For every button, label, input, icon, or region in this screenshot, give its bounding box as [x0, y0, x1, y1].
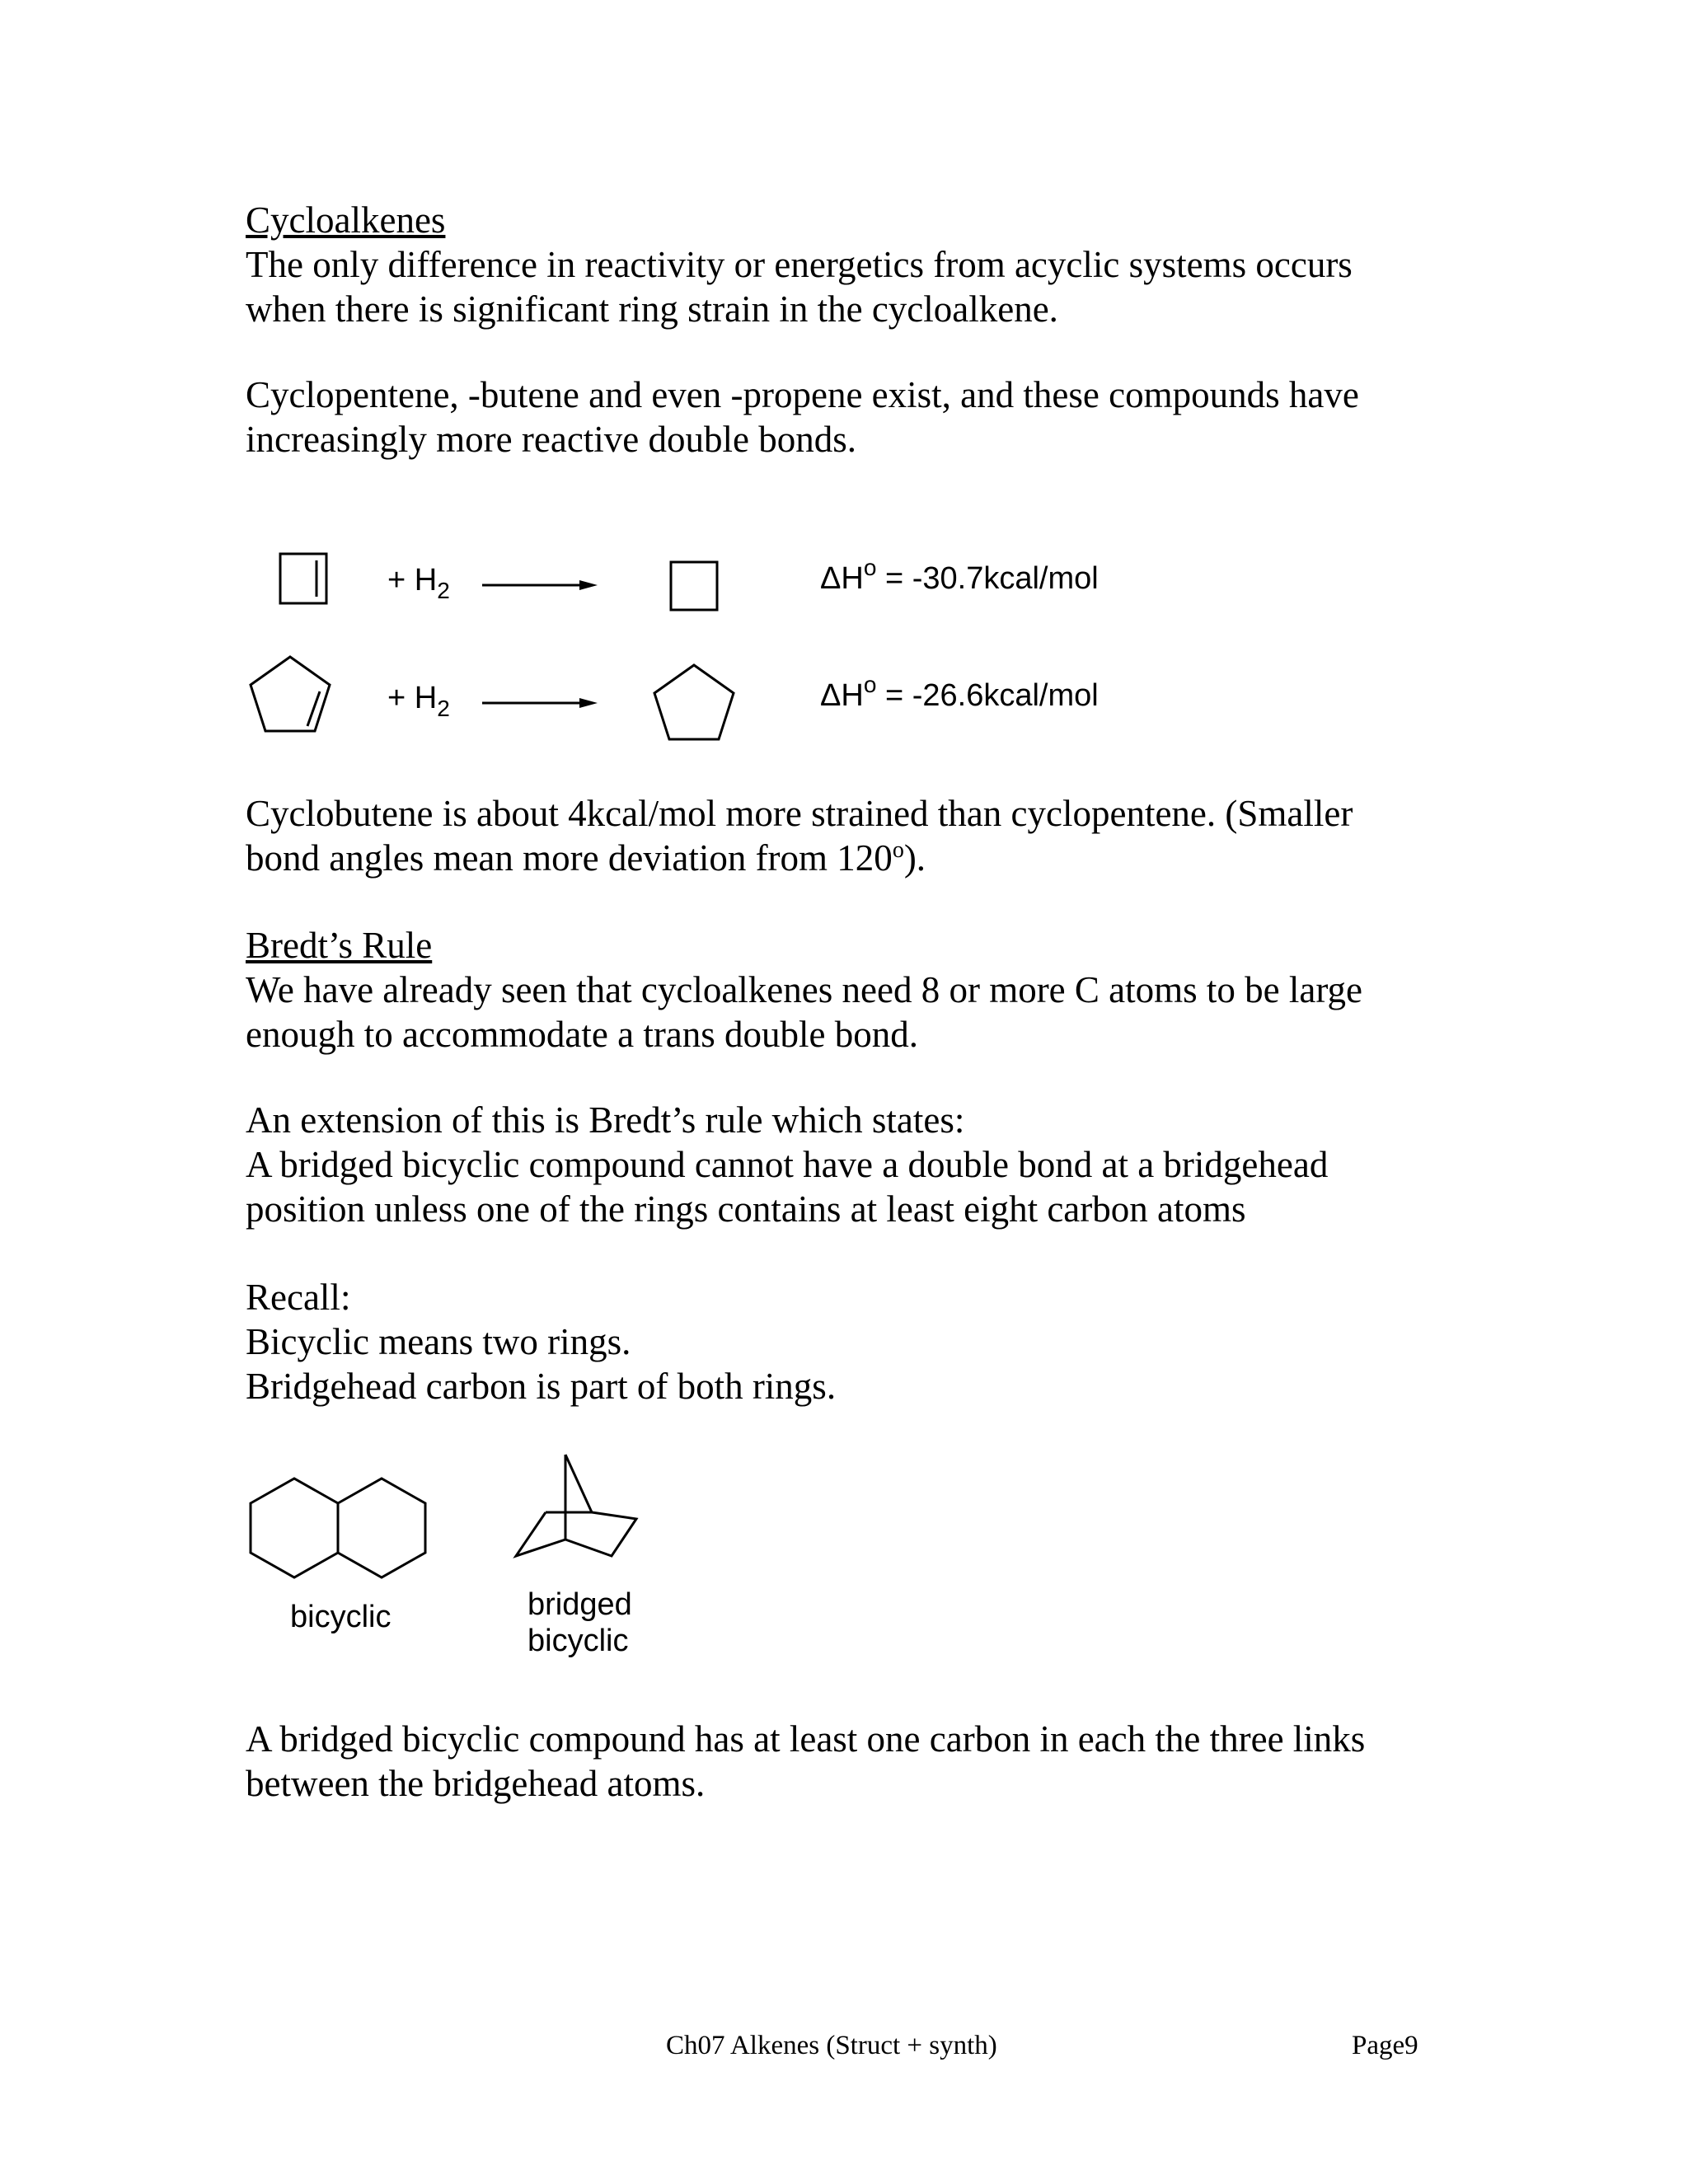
- bredt-para2-line1: An extension of this is Bredt’s rule which states:: [246, 1099, 965, 1141]
- strain-paragraph: [246, 791, 1441, 880]
- bredt-para1-line2: enough to accommodate a trans double bond.: [246, 1014, 919, 1055]
- bicyclic-label: bicyclic: [290, 1600, 392, 1634]
- cycloalkenes-heading: Cycloalkenes: [246, 199, 446, 241]
- bridged-label-line1: bridged: [528, 1587, 632, 1622]
- reaction1-enthalpy: $\Delta H^o$ = -30.7kcal/mol: [820, 555, 1099, 596]
- bredt-rule-statement: [246, 1098, 1441, 1231]
- cyclopentane-structure: [651, 663, 737, 746]
- reaction1-reagent: + $H_2$: [387, 563, 450, 603]
- closing-line2: between the bridgehead atoms.: [246, 1763, 706, 1804]
- recall-block: [246, 1275, 1441, 1408]
- bridged-bicyclic-structure: [513, 1453, 645, 1558]
- strain-line2: bond angles mean more deviation from 120$^o$).: [246, 837, 926, 879]
- reaction2-arrow-icon: [482, 695, 598, 711]
- strain-line1: Cyclobutene is about 4kcal/mol more strained than cyclopentene. (Smaller: [246, 793, 1353, 834]
- cycloalkenes-section: [246, 198, 1441, 331]
- recall-line2: Bicyclic means two rings.: [246, 1321, 631, 1362]
- closing-line1: A bridged bicyclic compound has at least one carbon in each the three links: [246, 1718, 1366, 1760]
- footer-chapter-title: Ch07 Alkenes (Struct + synth): [666, 2031, 997, 2060]
- closing-paragraph: [246, 1717, 1441, 1806]
- bredt-section: [246, 923, 1441, 1057]
- bredt-para1-line1: We have already seen that cycloalkenes need 8 or more C atoms to be large: [246, 969, 1363, 1010]
- bredt-para2-line2: A bridged bicyclic compound cannot have a double bond at a bridgehead: [246, 1144, 1329, 1185]
- bridged-label-line2: bicyclic: [528, 1624, 629, 1658]
- reaction2-enthalpy: $\Delta H^o$ = -26.6kcal/mol: [820, 672, 1099, 713]
- reaction1-arrow-icon: [482, 577, 598, 593]
- cyclobutene-structure: [279, 552, 328, 607]
- bredt-para2-line3: position unless one of the rings contains at least eight carbon atoms: [246, 1188, 1246, 1230]
- cycloalkenes-para2-line1: Cyclopentene, -butene and even -propene exist, and these compounds have: [246, 374, 1359, 415]
- bridged-bicyclic-label: [528, 1586, 632, 1659]
- reaction2-reagent: + $H_2$: [387, 681, 450, 721]
- bredt-heading: Bredt’s Rule: [246, 925, 433, 966]
- cyclobutane-structure: [669, 560, 719, 613]
- recall-line3: Bridgehead carbon is part of both rings.: [246, 1366, 837, 1407]
- cycloalkenes-para1-line1: The only difference in reactivity or energetics from acyclic systems occurs: [246, 244, 1353, 285]
- cycloalkenes-para2-line2: increasingly more reactive double bonds.: [246, 419, 857, 460]
- cyclopentene-structure: [247, 655, 333, 738]
- cycloalkenes-para1-line2: when there is significant ring strain in the cycloalkene.: [246, 288, 1058, 330]
- bicyclic-structure: [247, 1475, 429, 1582]
- recall-line1: Recall:: [246, 1277, 351, 1318]
- footer-page-number: Page9: [1352, 2031, 1418, 2060]
- cycloalkenes-para2: [246, 373, 1441, 462]
